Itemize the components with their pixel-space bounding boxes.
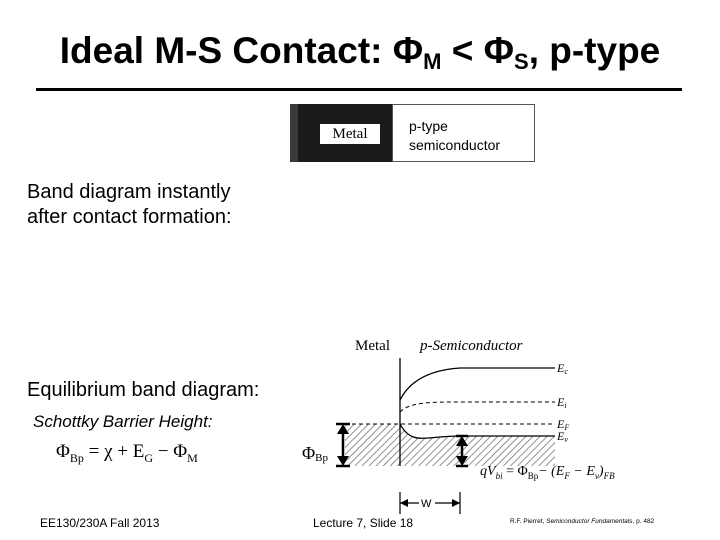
- schottky-text: Schottky Barrier Height:: [33, 412, 213, 431]
- qvbi-rest: − (E: [538, 464, 565, 479]
- semiconductor-label-line-2: semiconductor: [409, 137, 501, 153]
- semiconductor-label-line-1: p-type: [409, 118, 448, 134]
- eq-eg-sub: G: [144, 450, 154, 465]
- conduction-band-edge: [400, 368, 555, 400]
- eq-phim-sub: M: [187, 450, 198, 465]
- metal-label: Metal: [332, 126, 368, 142]
- title-text-main: Ideal M-S Contact: Φ: [59, 30, 424, 71]
- w-arrowhead-right: [452, 499, 460, 507]
- footer-reference: [510, 518, 654, 525]
- eq-minus-phi: − Φ: [153, 441, 188, 462]
- ef-label: EF: [557, 417, 570, 432]
- qvbi-v-sub: v: [594, 470, 599, 481]
- ev-label: Ev: [557, 429, 568, 444]
- qvbi-bi: bi: [495, 470, 503, 481]
- reference-page: , p. 482: [632, 518, 655, 525]
- eq-phi: Φ: [56, 441, 70, 462]
- title-text-lt: < Φ: [441, 30, 514, 71]
- valence-band-edge: [400, 424, 555, 438]
- footer-course: EE130/230A Fall 2013: [40, 516, 160, 530]
- title-text-tail: , p-type: [528, 30, 661, 71]
- title-sub-s: S: [514, 49, 529, 74]
- ec-label: Ec: [557, 361, 568, 376]
- reference-title: Semiconductor Fundamentals: [546, 518, 633, 525]
- band-instant-line-2: after contact formation:: [27, 206, 232, 228]
- band-instant-line-1: Band diagram instantly: [27, 181, 231, 203]
- qvbi-qv: qV: [480, 464, 496, 479]
- qvbi-equation: [480, 464, 615, 481]
- qvbi-f-sub: F: [564, 470, 570, 481]
- band-semi-label: p-Semiconductor: [420, 338, 523, 354]
- intrinsic-level: [400, 402, 555, 412]
- w-label: W: [421, 498, 432, 510]
- title-sub-m: M: [423, 49, 442, 74]
- reference-author: R.F. Pierret,: [510, 518, 547, 525]
- qvbi-eq-phi: = Φ: [502, 464, 528, 479]
- eq-phi-sub: Bp: [69, 450, 84, 465]
- footer-lecture: Lecture 7, Slide 18: [313, 516, 414, 530]
- phi-bp-label: ΦBp: [302, 443, 329, 464]
- metal-filled-states: [345, 424, 400, 466]
- qvbi-eq-phi-sub: Bp: [527, 470, 539, 481]
- qvbi-minus-ev: − E: [569, 464, 595, 479]
- equilibrium-text: Equilibrium band diagram:: [27, 379, 260, 401]
- band-metal-label: Metal: [355, 338, 390, 354]
- valence-band-filled-states: [400, 424, 555, 466]
- ei-label: Ei: [557, 395, 567, 410]
- w-arrowhead-left: [400, 499, 408, 507]
- eq-rhs: = χ + E: [83, 441, 145, 462]
- qvbi-close: ): [598, 464, 604, 479]
- qvbi-fb-sub: FB: [603, 470, 615, 481]
